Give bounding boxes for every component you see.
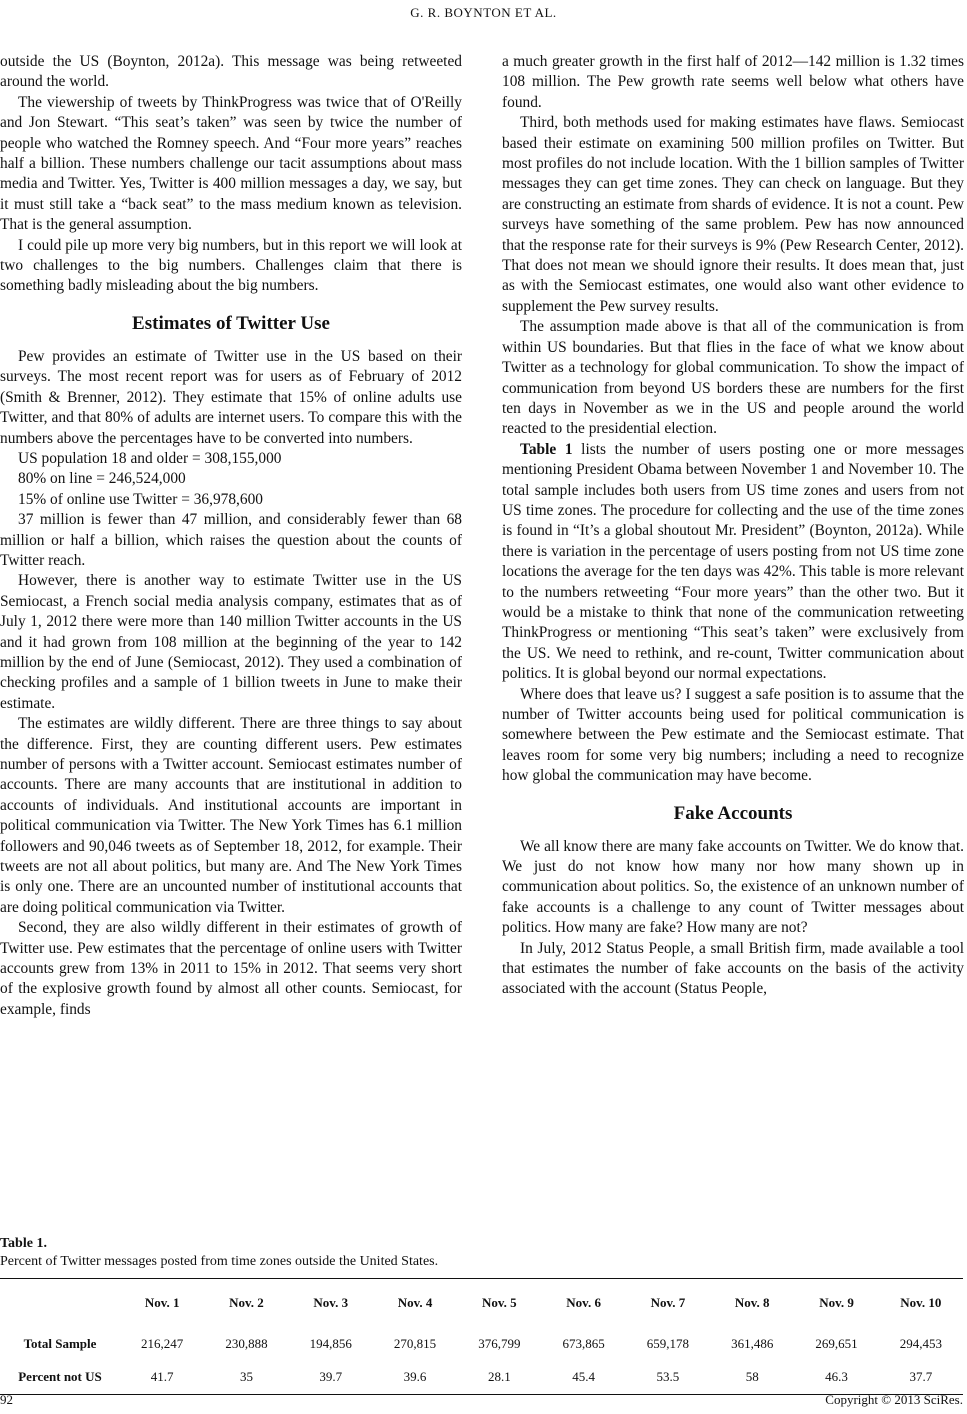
column-header: Nov. 1 bbox=[144, 1294, 180, 1310]
paragraph: We all know there are many fake accounts on Twitter. We do know that. We just do not know how many nor how many shown up in communication about politics. So, the existence of an unknown number of fake accounts is a challenge to any count of Twitter messages about politics. How many are fake? How many are not? bbox=[502, 837, 964, 937]
paragraph: The assumption made above is that all of the communication is from within US boundaries. But that flies in the face of what we know about Twitter as a technology for global communication. To show the impact of communication from beyond US borders these are numbers for the first ten days in November as we in the US and people around the world reacted to the presidential election. bbox=[502, 318, 964, 438]
table-cell: 230,888 bbox=[225, 1335, 268, 1351]
table-header-row bbox=[0, 1279, 963, 1327]
column-header: Nov. 2 bbox=[229, 1294, 264, 1310]
table-cell: 35 bbox=[239, 1369, 253, 1385]
paragraph: I could pile up more very big numbers, but in this report we will look at two challenges to the big numbers. Challenges claim that there is something badly misleading about the big numbers. bbox=[0, 236, 462, 295]
paragraph: Where does that leave us? I suggest a safe position is to assume that the number of Twitter accounts being used for political communication is somewhere between the Pew estimate and the Semiocast estimate. That leaves room for some very big numbers; including a need to recognize how global the communication may have become. bbox=[502, 685, 964, 785]
section-heading: Fake Accounts bbox=[673, 802, 793, 824]
data-table bbox=[0, 1278, 963, 1395]
table-cell: 294,453 bbox=[899, 1335, 942, 1351]
table-row bbox=[0, 1361, 963, 1395]
paragraph: a much greater growth in the first half of 2012—142 million is 1.32 times 108 million. The Pew growth rate seems well below what others have found. bbox=[502, 53, 964, 111]
column-header: Nov. 8 bbox=[734, 1294, 770, 1310]
column-header: Nov. 3 bbox=[313, 1294, 349, 1310]
paragraph: outside the US (Boynton, 2012a). This message was being retweeted around the world. bbox=[0, 53, 462, 91]
calculation-line: 80% on line = 246,524,000 bbox=[18, 470, 186, 488]
table-cell: 376,799 bbox=[478, 1335, 521, 1351]
table-cell: 39.7 bbox=[319, 1369, 343, 1385]
table-cell: 194,856 bbox=[309, 1335, 352, 1351]
table-cell: 673,865 bbox=[562, 1335, 605, 1351]
paragraph: The estimates are wildly different. There are three things to say about the difference. First, they are counting different users. Pew estimates number of persons with a Twitter account. Semiocast estimates number of accounts. There are many accounts that are institutional in addition to accounts of individuals. And institutional accounts are important in political communication via Twitter. The New York Times has 6.1 million followers and 90,046 tweets as of September 18, 2012, for example. Their tweets are not all about politics, but many are. And The New York Times is only one. There are an uncounted number of institutional accounts that are doing political communication via Twitter. bbox=[0, 715, 462, 916]
table-title: Table 1. bbox=[0, 1236, 47, 1251]
right-column bbox=[502, 52, 964, 1000]
paragraph: Third, both methods used for making estimates have flaws. Semiocast based their estimate on examining 500 million profiles on Twitter. But most profiles do not include location. With the 1 billion samples of Twitter messages they can get time zones. They can check on language. But they are constructing an estimate from shards of evidence. It is not a count. Pew surveys have something of the same problem. Pew has now announced that the response rate for their surveys is 9% (Pew Research Center, 2012). That does not mean we should ignore their results. It does mean that, just as with the Semiocast estimates, one would also want other evidence to supplement the Pew survey results. bbox=[502, 114, 965, 315]
table-cell: 37.7 bbox=[909, 1369, 933, 1385]
table-subtitle: Percent of Twitter messages posted from time zones outside the United States. bbox=[0, 1254, 439, 1269]
table-cell: 45.4 bbox=[572, 1369, 595, 1385]
table-cell: 28.1 bbox=[487, 1369, 511, 1385]
table-cell: 39.6 bbox=[403, 1369, 427, 1385]
table-header-corner bbox=[0, 1279, 120, 1327]
page-number: 92 bbox=[0, 1392, 13, 1407]
table-cell: 361,486 bbox=[731, 1335, 774, 1351]
copyright-notice: Copyright © 2013 SciRes. bbox=[825, 1392, 963, 1407]
row-label: Total Sample bbox=[23, 1335, 97, 1351]
paragraph: In July, 2012 Status People, a small British firm, made available a tool that estimates the number of fake accounts on the basis of the activity associated with the account (Status People, bbox=[502, 939, 964, 998]
paragraph bbox=[502, 440, 964, 685]
table-cell: 270,815 bbox=[393, 1335, 437, 1351]
table-reference[interactable]: Table 1 bbox=[520, 440, 573, 458]
running-head: G. R. BOYNTON ET AL. bbox=[410, 5, 557, 20]
table-row bbox=[0, 1327, 963, 1361]
column-header: Nov. 6 bbox=[566, 1294, 601, 1310]
column-header: Nov. 4 bbox=[397, 1294, 433, 1310]
table-cell: 659,178 bbox=[646, 1335, 690, 1351]
paragraph: 37 million is fewer than 47 million, and considerably fewer than 68 million or half a billion, which raises the question about the counts of Twitter reach. bbox=[0, 511, 462, 569]
calculation-line: 15% of online use Twitter = 36,978,600 bbox=[18, 490, 263, 508]
paragraph: Second, they are also wildly different in their estimates of growth of Twitter use. Pew estimates that the percentage of online users with Twitter accounts grew from 13% in 2011 to 15% in 2012. That seems very short of the explosive growth found by almost all other counts. Semiocast, for example, finds bbox=[0, 919, 462, 1018]
paragraph: However, there is another way to estimate Twitter use in the US Semiocast, a French social media analysis company, estimates that as of July 1, 2012 there were more than 140 million Twitter accounts in the US and it had grown from 108 million at the beginning of the year to 142 million by the end of June (Semiocast, 2012). They used a combination of checking profiles and a sample of 1 billion tweets in June to make their estimate. bbox=[0, 572, 462, 712]
paragraph: Pew provides an estimate of Twitter use in the US based on their surveys. The most recent report was for users as of February of 2012 (Smith & Brenner, 2012). They estimate that 15% of online adults use Twitter, and that 80% of adults are internet users. To compare this with the numbers above the percentages have to be converted into numbers. bbox=[0, 347, 462, 447]
table-cell: 41.7 bbox=[150, 1369, 174, 1385]
table-cell: 53.5 bbox=[656, 1369, 680, 1385]
row-label: Percent not US bbox=[18, 1369, 102, 1385]
paragraph: The viewership of tweets by ThinkProgress was twice that of O'Reilly and Jon Stewart. “This seat’s taken” was seen by twice the number of people who watched the Romney speech. And “Four more years” reaches half a billion. These numbers challenge our tacit assumptions about mass media and Twitter. Yes, Twitter is 400 million messages a day, we say, but it must still take a “back seat” to the mass medium known as television. That is the general assumption. bbox=[0, 93, 462, 234]
paragraph-text: lists the number of users posting one or more messages mentioning President Obama between November 1 and November 10. The total sample includes both users from US time zones and users from not US time zones. The procedure for collecting and the use of the time zones is found in “It’s a global shoutout Mr. President” (Boynton, 2012a). While there is variation in the percentage of users posting from not US time zone locations the average for the ten days was 42%. This table is more relevant to the numbers retweeting “Four more years” than the other two. But it would be a mistake to think that none of the communication retweeting ThinkProgress or mentioning “This seat’s taken” were exclusively from the US. We need to rethink, and re-count, Twitter communication about politics. It is global beyond our normal expectations. bbox=[502, 440, 964, 683]
column-header: Nov. 5 bbox=[482, 1294, 517, 1310]
table-cell: 269,651 bbox=[815, 1335, 858, 1351]
section-heading: Estimates of Twitter Use bbox=[132, 312, 330, 334]
column-header: Nov. 9 bbox=[819, 1294, 854, 1310]
left-column bbox=[0, 52, 462, 1020]
table-cell: 46.3 bbox=[825, 1369, 848, 1385]
table-cell: 216,247 bbox=[141, 1335, 184, 1351]
calculation-line: US population 18 and older = 308,155,000 bbox=[18, 449, 282, 467]
table-cell: 58 bbox=[745, 1369, 759, 1385]
column-header: Nov. 10 bbox=[900, 1294, 942, 1310]
column-header: Nov. 7 bbox=[650, 1294, 686, 1310]
